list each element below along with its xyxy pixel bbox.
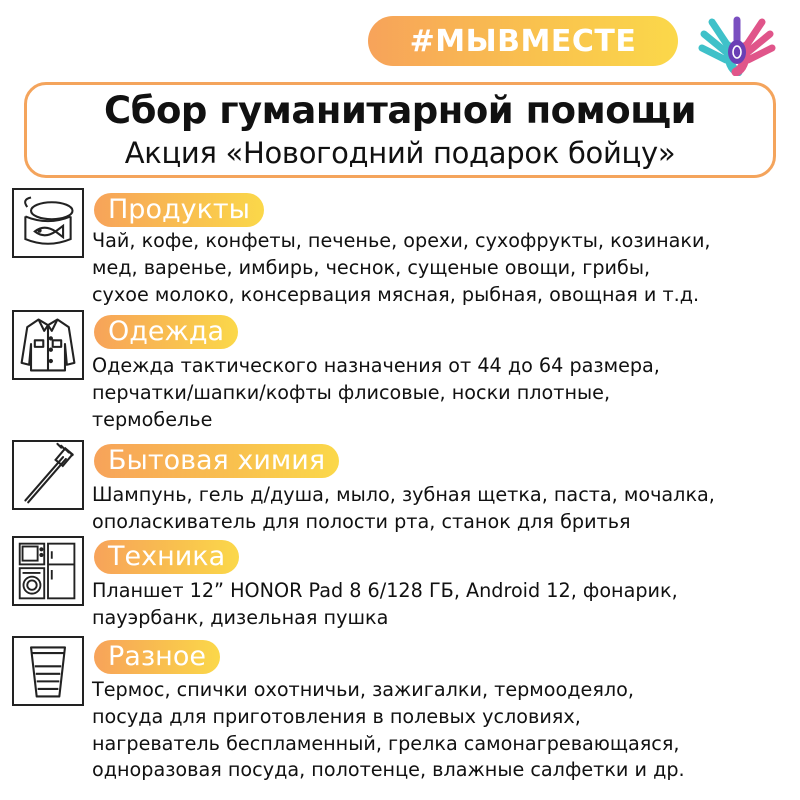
item-line: сухое молоко, консервация мясная, рыбная, овощная и т.д. xyxy=(92,282,700,306)
category-label: Техника xyxy=(94,540,239,574)
item-line: посуда для приготовления в полевых условиях, xyxy=(92,704,581,728)
page-subtitle: Акция «Новогодний подарок бойцу» xyxy=(124,136,676,170)
item-line: одноразовая посуда, полотенце, влажные салфетки и др. xyxy=(92,758,685,782)
item-line: Одежда тактического назначения от 44 до 64 размера, xyxy=(92,354,660,377)
item-line: термобелье xyxy=(92,407,213,431)
category-label: Разное xyxy=(94,640,220,674)
item-line: Планшет 12” HONOR Pad 8 6/128 ГБ, Android 12, фонарик, xyxy=(92,579,678,602)
item-line: пауэрбанк, дизельная пушка xyxy=(92,605,389,629)
hands-logo-icon xyxy=(698,12,776,76)
category-label: Бытовая химия xyxy=(94,444,339,478)
item-list xyxy=(92,353,800,433)
item-line: мед, варенье, имбирь, чеснок, сущеные овощи, грибы, xyxy=(92,255,651,279)
toothbrush-icon xyxy=(12,440,84,510)
item-line: нагреватель беспламенный, грелка самонагревающаяся, xyxy=(92,731,680,755)
item-list xyxy=(92,578,800,632)
item-list xyxy=(92,677,800,784)
hashtag-text: #МЫВМЕСТЕ xyxy=(409,23,637,59)
jacket-icon xyxy=(12,310,84,380)
item-line: Термос, спички охотничьи, зажигалки, термоодеяло, xyxy=(92,678,634,701)
hashtag-badge xyxy=(368,16,678,66)
item-line: перчатки/шапки/кофты флисовые, носки плотные, xyxy=(92,380,611,404)
page-title: Сбор гуманитарной помощи xyxy=(103,89,697,132)
category-label: Продукты xyxy=(94,193,264,227)
item-line: Шампунь, гель д/душа, мыло, зубная щетка, паста, мочалка, xyxy=(92,483,715,506)
item-line: Чай, кофе, конфеты, печенье, орехи, сухофрукты, козинаки, xyxy=(92,229,711,252)
title-box xyxy=(24,82,776,178)
appliances-icon xyxy=(12,536,84,606)
canned-fish-icon xyxy=(12,188,84,258)
item-line: ополаскиватель для полости рта, станок для бритья xyxy=(92,509,631,533)
category-label: Одежда xyxy=(94,315,238,349)
item-list xyxy=(92,482,800,536)
item-list xyxy=(92,228,800,308)
cup-icon xyxy=(12,636,84,706)
